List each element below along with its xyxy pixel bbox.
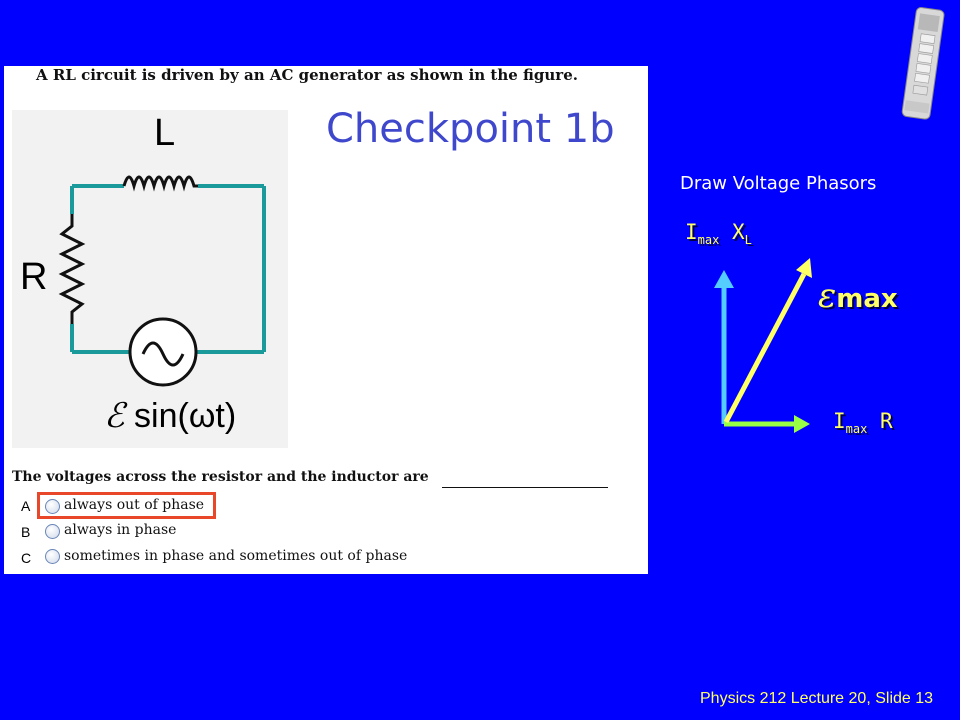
option-b-radio[interactable] [45,524,60,539]
phasor-resistance-symbol: R [867,409,893,433]
option-b-letter: B [21,524,31,540]
inductor-coil [124,177,198,186]
inductor-label: L [154,112,176,154]
clicker-remote-icon [895,6,947,122]
emf-max-text: max [836,284,898,314]
slide-title: Checkpoint 1b [326,106,615,152]
phasor-reactance-symbol: X [719,220,745,244]
option-c-radio[interactable] [45,549,60,564]
phasor-diagram [700,240,830,440]
phasor-max-subscript: max [697,233,720,248]
answer-blank-line [442,487,608,488]
phasor-heading: Draw Voltage Phasors [680,173,877,194]
question-text: The voltages across the resistor and the inductor are [12,469,429,485]
phasor-max-subscript-r: max [845,422,868,437]
source-label [104,396,236,436]
resistor-phasor-label [833,409,893,436]
option-a-text: always out of phase [64,497,205,513]
resistor-label: R [20,256,48,298]
option-a-letter: A [21,498,31,514]
slide-footer: Physics 212 Lecture 20, Slide 13 [700,690,934,707]
option-c-text: sometimes in phase and sometimes out of phase [64,548,408,564]
emf-phasor-arrow [726,274,804,422]
option-b-text: always in phase [64,522,177,538]
phasor-current-symbol-r: I [833,409,846,433]
panel-title: A RL circuit is driven by an AC generator as shown in the figure. [36,66,578,84]
option-c-letter: C [21,550,32,566]
correct-answer-highlight [37,492,216,519]
phasor-current-symbol: I [685,220,698,244]
epsilon-symbol: ε [818,276,837,316]
source-function: sin(ωt) [134,397,237,435]
resistor-zigzag [62,214,82,324]
phasor-l-subscript: L [744,233,752,248]
emf-symbol: ℰ [104,396,125,436]
